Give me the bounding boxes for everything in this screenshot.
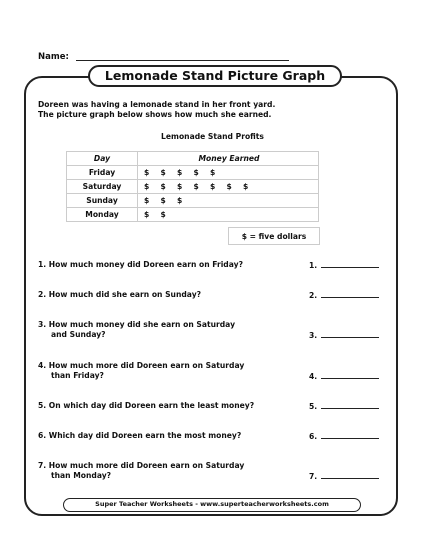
answer-line[interactable] xyxy=(321,431,379,439)
dollar-symbol: $ xyxy=(226,182,232,191)
day-cell: Sunday xyxy=(67,194,138,208)
dollar-symbol: $ xyxy=(144,182,150,191)
picture-graph-table xyxy=(66,151,319,222)
graph-key: $ = five dollars xyxy=(228,227,320,245)
answer-line[interactable] xyxy=(321,371,379,379)
footer: Super Teacher Worksheets - www.superteacherworksheets.com xyxy=(63,498,361,512)
answer-6[interactable] xyxy=(309,431,379,441)
question-text: 5. On which day did Doreen earn the least money? xyxy=(38,401,255,410)
table-row xyxy=(67,208,319,222)
dollar-symbol: $ xyxy=(193,182,199,191)
table-header-row xyxy=(67,152,319,166)
header-day: Day xyxy=(67,152,138,166)
question-4 xyxy=(38,361,298,381)
dollar-symbol: $ xyxy=(144,196,150,205)
answer-line[interactable] xyxy=(321,471,379,479)
answer-label: 4. xyxy=(309,372,318,381)
dollar-symbol: $ xyxy=(210,168,216,177)
dollar-symbol: $ xyxy=(160,182,166,191)
day-cell: Friday xyxy=(67,166,138,180)
money-cell xyxy=(138,166,319,180)
dollar-symbol: $ xyxy=(160,168,166,177)
intro xyxy=(38,100,275,120)
table-row xyxy=(67,166,319,180)
answer-line[interactable] xyxy=(321,401,379,409)
dollar-symbol: $ xyxy=(177,182,183,191)
answer-label: 7. xyxy=(309,472,318,481)
answer-7[interactable] xyxy=(309,471,379,481)
answer-4[interactable] xyxy=(309,371,379,381)
question-3 xyxy=(38,320,298,340)
intro-line-2: The picture graph below shows how much she earned. xyxy=(38,110,272,119)
answer-2[interactable] xyxy=(309,290,379,300)
dollar-symbol: $ xyxy=(210,182,216,191)
question-5 xyxy=(38,401,298,411)
answer-5[interactable] xyxy=(309,401,379,411)
question-1 xyxy=(38,260,298,270)
answer-3[interactable] xyxy=(309,330,379,340)
dollar-symbol: $ xyxy=(144,168,150,177)
answer-label: 3. xyxy=(309,331,318,340)
answer-1[interactable] xyxy=(309,260,379,270)
dollar-symbol: $ xyxy=(160,196,166,205)
question-text-cont: and Sunday? xyxy=(51,330,106,339)
question-6 xyxy=(38,431,298,441)
answer-label: 1. xyxy=(309,261,318,270)
answer-line[interactable] xyxy=(321,260,379,268)
title: Lemonade Stand Picture Graph xyxy=(88,65,342,87)
day-cell: Monday xyxy=(67,208,138,222)
question-text-cont: than Friday? xyxy=(51,371,104,380)
dollar-symbol: $ xyxy=(177,168,183,177)
day-cell: Saturday xyxy=(67,180,138,194)
table-title: Lemonade Stand Profits xyxy=(161,132,264,141)
dollar-symbol: $ xyxy=(160,210,166,219)
answer-line[interactable] xyxy=(321,330,379,338)
name-label: Name: xyxy=(38,52,69,62)
question-text: 6. Which day did Doreen earn the most money? xyxy=(38,431,242,440)
answer-label: 2. xyxy=(309,291,318,300)
intro-line-1: Doreen was having a lemonade stand in her front yard. xyxy=(38,100,276,109)
question-text: 2. How much did she earn on Sunday? xyxy=(38,290,202,299)
money-cell xyxy=(138,194,319,208)
question-text: 4. How much more did Doreen earn on Saturday xyxy=(38,361,245,370)
dollar-symbol: $ xyxy=(193,168,199,177)
answer-label: 5. xyxy=(309,402,318,411)
question-7 xyxy=(38,461,298,481)
table-row xyxy=(67,194,319,208)
question-2 xyxy=(38,290,298,300)
money-cell xyxy=(138,208,319,222)
question-text: 7. How much more did Doreen earn on Saturday xyxy=(38,461,245,470)
header-money: Money Earned xyxy=(138,152,319,166)
money-cell xyxy=(138,180,319,194)
answer-label: 6. xyxy=(309,432,318,441)
table-row xyxy=(67,180,319,194)
question-text-cont: than Monday? xyxy=(51,471,112,480)
question-text: 1. How much money did Doreen earn on Friday? xyxy=(38,260,243,269)
dollar-symbol: $ xyxy=(144,210,150,219)
dollar-symbol: $ xyxy=(243,182,249,191)
name-line[interactable] xyxy=(76,60,289,61)
dollar-symbol: $ xyxy=(177,196,183,205)
question-text: 3. How much money did she earn on Saturday xyxy=(38,320,236,329)
answer-line[interactable] xyxy=(321,290,379,298)
